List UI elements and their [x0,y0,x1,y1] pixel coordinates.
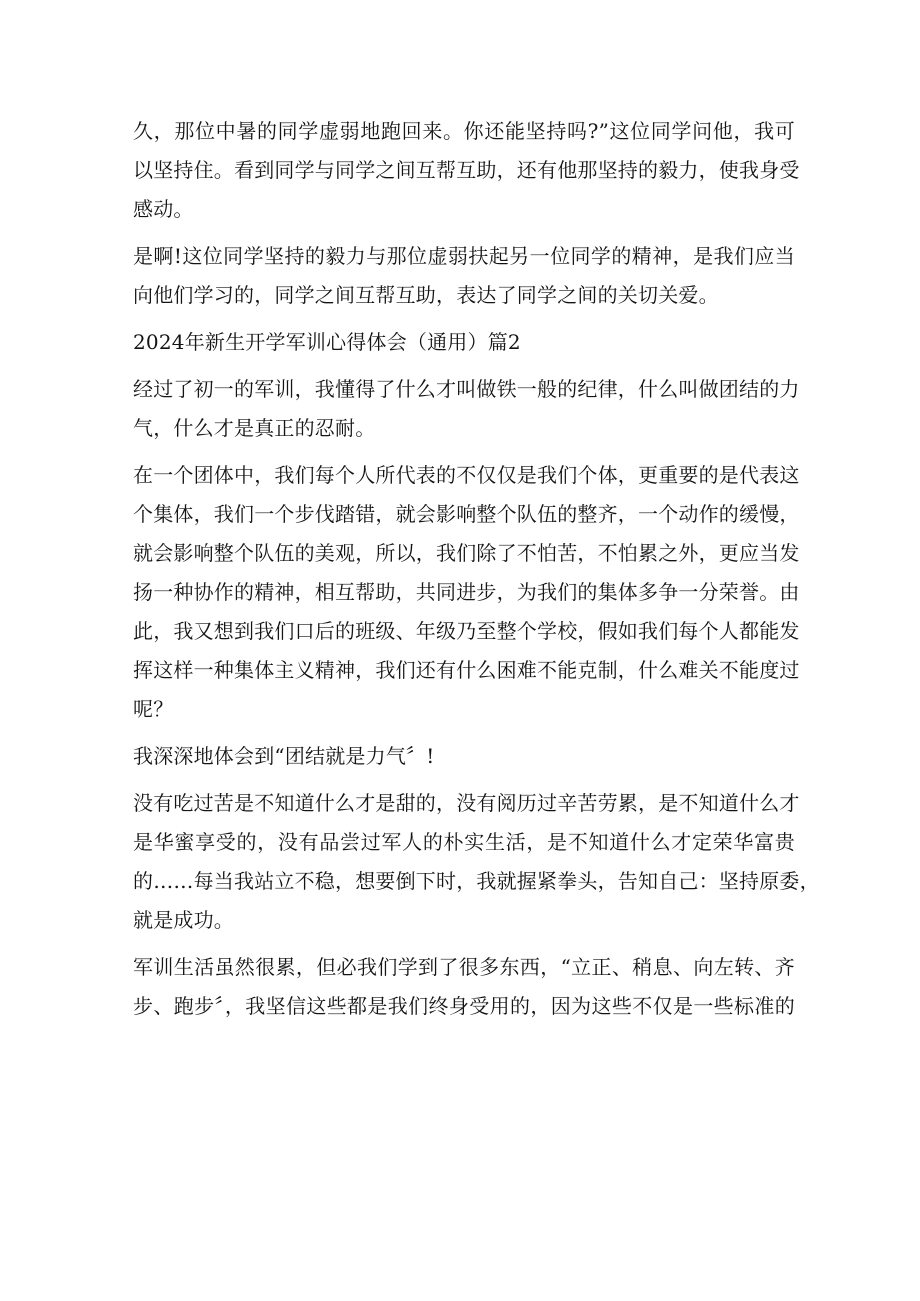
paragraph [133,737,795,776]
text-line: 以坚持住。看到同学与同学之间互帮互助，还有他那坚持的毅力，使我身受 [133,158,800,182]
paragraph [133,948,795,1026]
section-heading [133,323,795,362]
text-line: 我深深地体会到“团结就是力气〞! [133,744,435,768]
paragraph [133,784,820,940]
text-line: 的……每当我站立不稳，想要倒下时，我就握紧拳头，告知自己：坚持原委， [133,869,820,893]
text-line: 步、跑步〞，我坚信这些都是我们终身受用的，因为这些不仅是一些标准的 [133,994,795,1018]
heading-line: 2024年新生开学军训心得体会（通用）篇2 [133,330,521,354]
text-line: 没有吃过苦是不知道什么才是甜的，没有阅历过辛苦劳累，是不知道什么才 [133,791,800,815]
paragraph-gap [133,448,795,456]
text-line: 就会影响整个队伍的美观，所以，我们除了不怕苦，不怕累之外，更应当发 [133,541,800,565]
text-line: 就是成功。 [133,908,234,932]
paragraph [133,456,800,729]
text-line: 此，我又想到我们口后的班级、年级乃至整个学校，假如我们每个人都能发 [133,619,800,643]
text-line: 军训生活虽然很累，但必我们学到了很多东西，“立正、稍息、向左转、齐 [133,955,795,979]
text-line: 久，那位中暑的同学虚弱地跑回来。你还能坚持吗?”这位同学问他，我可 [133,119,795,143]
paragraph-gap [133,362,795,370]
paragraph [133,112,800,229]
text-line: 经过了初一的军训，我懂得了什么才叫做铁一般的纪律，什么叫做团结的力 [133,377,800,401]
text-line: 气，什么才是真正的忍耐。 [133,416,376,440]
text-line: 向他们学习的，同学之间互帮互助，表达了同学之间的关切关爱。 [133,283,719,307]
text-line: 是华蜜享受的，没有品尝过军人的朴实生活，是不知道什么才定荣华富贵 [133,830,795,854]
text-line: 呢？ [133,697,174,721]
paragraph-gap [133,729,795,737]
document-body [133,112,820,1026]
text-line: 个集体，我们一个步伐踏错，就会影响整个队伍的整齐，一个动作的缓慢， [133,502,800,526]
text-line: 扬一种协作的精神，相互帮助，共同进步，为我们的集体多争一分荣誉。由 [133,580,800,604]
text-line: 是啊!这位同学坚持的毅力与那位虚弱扶起另一位同学的精神，是我们应当 [133,244,795,268]
paragraph [133,370,800,448]
paragraph-gap [133,776,795,784]
paragraph [133,237,795,315]
text-line: 挥这样一种集体主义精神，我们还有什么困难不能克制，什么难关不能度过 [133,658,800,682]
text-line: 在一个团体中，我们每个人所代表的不仅仅是我们个体，更重要的是代表这 [133,463,800,487]
paragraph-gap [133,315,795,323]
paragraph-gap [133,229,795,237]
text-line: 感动。 [133,197,194,221]
paragraph-gap [133,940,795,948]
